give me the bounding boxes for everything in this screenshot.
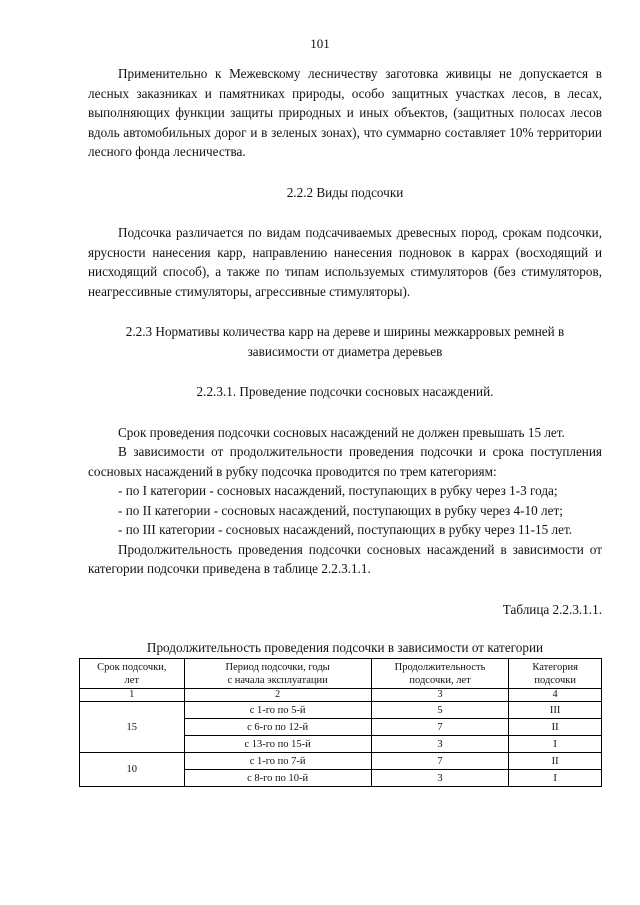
column-number: 2 (184, 688, 371, 701)
header-period: Период подсочки, годы с начала эксплуатации (184, 658, 371, 688)
category-cell: II (509, 752, 602, 769)
duration-cell: 5 (371, 701, 509, 718)
section-heading-2-2-3-line1: 2.2.3 Нормативы количества карр на дереве и ширины межкарровых ремней в (125, 324, 565, 339)
page-number: 101 (310, 36, 330, 51)
period-cell: с 6-го по 12-й (184, 718, 371, 735)
category-cell: II (509, 718, 602, 735)
table-row (80, 752, 602, 769)
period-cell: с 1-го по 5-й (184, 701, 371, 718)
category-cell: III (509, 701, 602, 718)
paragraph-tapping-term: Срок проведения подсочки сосновых насаждений не должен превышать 15 лет. (118, 424, 565, 440)
category-cell: I (509, 769, 602, 786)
table-row (80, 701, 602, 718)
section-heading-2-2-2: 2.2.2 Виды подсочки (286, 184, 404, 200)
duration-cell: 7 (371, 752, 509, 769)
header-category: Категория подсочки (509, 658, 602, 688)
table-label: Таблица 2.2.3.1.1. (502, 601, 602, 617)
header-term: Срок подсочки, лет (80, 658, 185, 688)
column-number: 4 (509, 688, 602, 701)
section-heading-2-2-3 (88, 322, 602, 361)
list-item-category-3: - по III категории - сосновых насаждений, поступающих в рубку через 11-15 лет. (118, 522, 573, 537)
duration-cell: 3 (371, 735, 509, 752)
header-duration: Продолжительность подсочки, лет (371, 658, 509, 688)
paragraph-categories-intro: В зависимости от продолжительности проведения подсочки и срока поступления сосновых насаждений в рубку подсочка проводится по трем категориям: (88, 444, 602, 479)
duration-cell: 3 (371, 769, 509, 786)
table-header-row (80, 658, 602, 688)
paragraph-forest-restrictions: Применительно к Межевскому лесничеству заготовка живицы не допускается в лесных заказниках и памятниках природы, особо защитных участках лесов, в лесах, выполняющих функции защиты природных и иных объектов, (защитных полосах лесов вдоль автомобильных дорог и в зеленых зонах), что суммарно составляет 10% территории лесного фонда лесничества. (88, 66, 602, 159)
column-number: 1 (80, 688, 185, 701)
table-title: Продолжительность проведения подсочки в зависимости от категории (146, 640, 544, 655)
term-cell: 10 (80, 752, 185, 786)
document-body (88, 64, 602, 787)
period-cell: с 13-го по 15-й (184, 735, 371, 752)
list-item-category-2: - по II категории - сосновых насаждений, поступающих в рубку через 4-10 лет; (118, 502, 563, 518)
category-cell: I (509, 735, 602, 752)
section-heading-2-2-3-line2: зависимости от диаметра деревьев (247, 343, 443, 359)
period-cell: с 8-го по 10-й (184, 769, 371, 786)
period-cell: с 1-го по 7-й (184, 752, 371, 769)
column-number: 3 (371, 688, 509, 701)
table-column-numbers-row (80, 688, 602, 701)
term-cell: 15 (80, 701, 185, 752)
tapping-duration-table (79, 658, 602, 787)
duration-cell: 7 (371, 718, 509, 735)
paragraph-tapping-types: Подсочка различается по видам подсачиваемых древесных пород, срокам подсочки, ярусности нанесения карр, направлению нанесения подновок в каррах (восходящий и нисходящий способ), а также по типам используемых стимуляторов (без стимуляторов, неагрессивные стимуляторы, агрессивные стимуляторы). (88, 225, 602, 299)
paragraph-table-reference: Продолжительность проведения подсочки сосновых насаждений в зависимости от категории подсочки приведена в таблице 2.2.3.1.1. (88, 541, 602, 576)
list-item-category-1: - по I категории - сосновых насаждений, поступающих в рубку через 1-3 года; (118, 483, 558, 498)
section-heading-2-2-3-1: 2.2.3.1. Проведение подсочки сосновых насаждений. (196, 384, 494, 399)
